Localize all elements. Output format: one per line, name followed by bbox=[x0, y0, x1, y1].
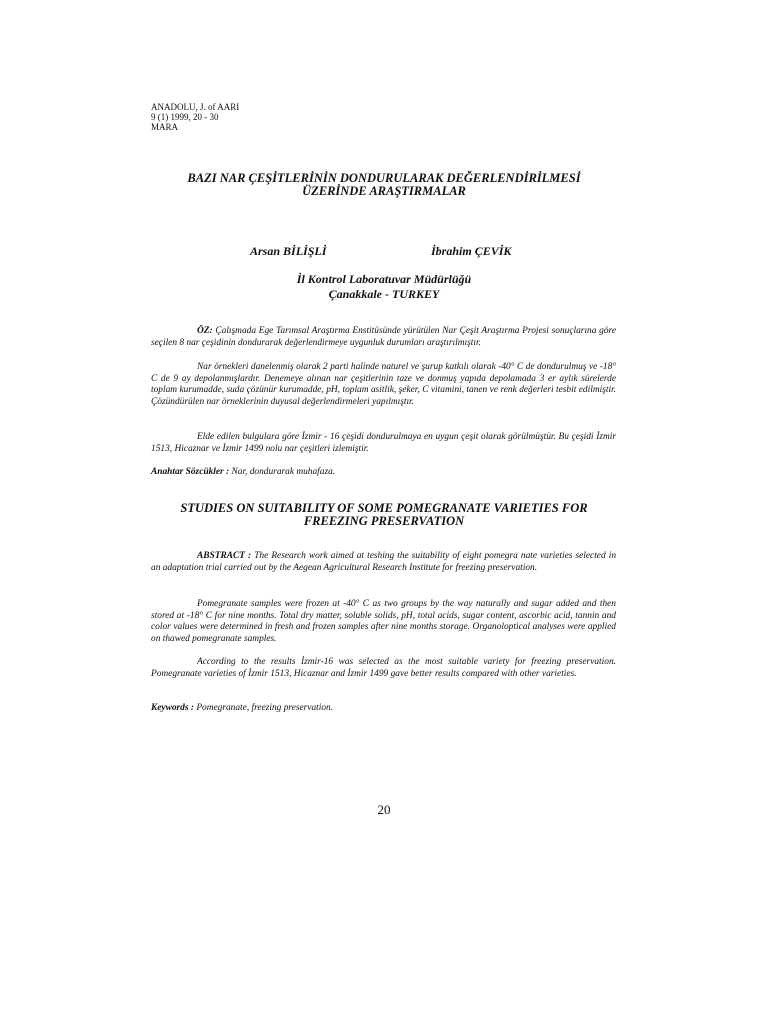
institution bbox=[120, 272, 648, 302]
oz-keywords bbox=[151, 467, 616, 479]
journal-name: ANADOLU, J. of AARI bbox=[151, 102, 240, 112]
oz-text-3: Elde edilen bulgulara göre İzmir - 16 çeşidi dondurulmaya en uygun çeşit olarak görülmüştür. Bu çeşidi İzmir 1513, Hicaznar ve İzmir 1499 nolu nar çeşitleri izlemiştir. bbox=[151, 432, 616, 454]
journal-publisher: MARA bbox=[151, 122, 179, 132]
oz-text-2: Nar örnekleri danelenmiş olarak 2 parti halinde naturel ve şurup katkılı olarak -40° C de dondurulmuş ve -18° C de 9 ay depolanmışlardır. Denemeye alınan nar çeşitlerinin taze ve donmuş yapıda depolamada 3 er aylık sürelerde toplam kurumadde, suda çözünür kurumadde, pH, toplam asitlik, şeker, C vitamini, tanen ve renk değerleri tesbit edilmiştir. Çözündürülen nar örneklerinin duyusal değerlendirmeleri yapılmıştır. bbox=[151, 362, 616, 407]
institution-name: İl Kontrol Laboratuvar Müdürlüğü bbox=[296, 272, 472, 286]
author-1-surname: BİLİŞLİ bbox=[283, 244, 327, 258]
turkish-title-line2: ÜZERİNDE ARAŞTIRMALAR bbox=[302, 184, 466, 198]
english-title-line2: FREEZING PRESERVATION bbox=[303, 514, 465, 528]
oz-paragraph-1 bbox=[151, 326, 616, 349]
abstract-paragraph-3 bbox=[151, 657, 616, 680]
oz-keywords-text: Nar, dondurarak muhafaza. bbox=[231, 467, 336, 477]
oz-keywords-label: Anahtar Sözcükler : bbox=[151, 467, 230, 477]
author-2-name: İbrahim bbox=[431, 244, 472, 258]
oz-text-1: Çalışmada Ege Tarımsal Araştırma Enstitüsünde yürütülen Nar Çeşit Araştırma Projesi sonuçlarına göre seçilen 8 nar çeşidinin dondurarak değerlendirmeye uygunluk durumları araştırılmıştır. bbox=[151, 326, 617, 348]
english-title-line1: STUDIES ON SUITABILITY OF SOME POMEGRANATE VARIETIES FOR bbox=[180, 501, 588, 515]
abstract-label: ABSTRACT : bbox=[197, 551, 252, 561]
abstract-text-2: Pomegranate samples were frozen at -40° C as two groups by the way naturally and sugar added and then stored at -18° C for nine months. Total dry matter, soluble solids, pH, total acids, sugar content, ascorbic acid, tannin and color values were determined in fresh and frozen samples after nine months storage. Organoloptical analyses were applied on thawed pomegranate samples. bbox=[151, 599, 616, 644]
author-2-surname: ÇEVİK bbox=[474, 244, 512, 258]
turkish-title-line1: BAZI NAR ÇEŞİTLERİNİN DONDURULARAK DEĞERLENDİRİLMESİ bbox=[187, 171, 581, 185]
turkish-title bbox=[120, 172, 648, 198]
oz-label: ÖZ: bbox=[197, 326, 213, 336]
page-number: 20 bbox=[377, 802, 391, 817]
journal-volume: 9 (1) 1999, 20 - 30 bbox=[151, 112, 219, 122]
author-1 bbox=[250, 244, 326, 259]
english-title bbox=[120, 502, 648, 528]
oz-paragraph-3 bbox=[151, 432, 616, 455]
abstract-text-3: According to the results İzmir-16 was selected as the most suitable variety for freezing preservation. Pomegranate varieties of İzmir 1513, Hicaznar and İzmir 1499 gave better results compared with other varieties. bbox=[151, 657, 616, 679]
institution-location: Çanakkale - TURKEY bbox=[328, 287, 440, 301]
author-2 bbox=[431, 244, 511, 259]
abstract-keywords bbox=[151, 703, 616, 715]
abstract-keywords-text: Pomegranate, freezing preservation. bbox=[196, 703, 334, 713]
author-1-name: Arsan bbox=[250, 244, 281, 258]
oz-paragraph-2 bbox=[151, 362, 616, 408]
abstract-paragraph-2 bbox=[151, 599, 616, 645]
abstract-paragraph-1 bbox=[151, 551, 616, 574]
journal-citation bbox=[151, 102, 351, 132]
abstract-text-1: The Research work aimed at teshing the suitability of eight pomegra nate varieties selected in an adaptation trial carried out by the Aegean Agricultural Research Institute for freezing preservation. bbox=[151, 551, 617, 573]
abstract-keywords-label: Keywords : bbox=[151, 703, 194, 713]
